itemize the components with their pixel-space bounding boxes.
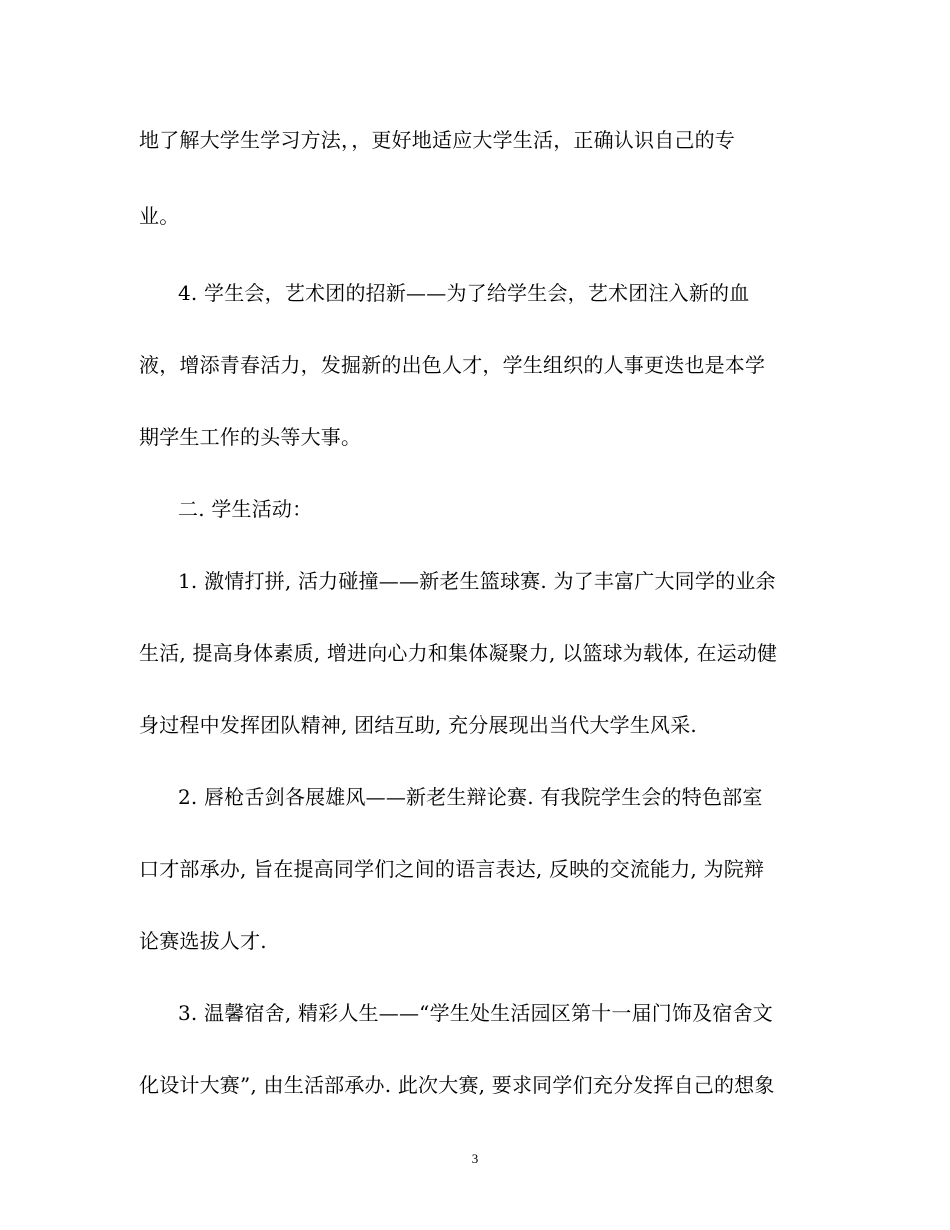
text-line: 1. 激情打拼, 活力碰撞——新老生篮球赛. 为了丰富广大同学的业余 [178,569,776,593]
text-line: 2. 唇枪舌剑各展雄风——新老生辩论赛. 有我院学生会的特色部室 [178,785,763,809]
text-line: 化设计大赛”, 由生活部承办. 此次大赛, 要求同学们充分发挥自己的想象 [139,1073,775,1097]
text-line: 液，增添青春活力，发掘新的出色人才，学生组织的人事更迭也是本学 [139,353,766,377]
text-line: 3. 温馨宿舍, 精彩人生——“学生处生活园区第十一届门饰及宿舍文 [178,1001,773,1025]
text-line: 业。 [139,204,180,228]
section-heading: 二. 学生活动： [178,497,313,521]
text-line: 口才部承办, 旨在提高同学们之间的语言表达, 反映的交流能力, 为院辩 [139,857,765,881]
page-number: 3 [471,1151,479,1166]
text-line: 地了解大学生学习方法，，更好地适应大学生活，正确认识自己的专 [139,128,735,152]
text-line: 生活, 提高身体素质, 增进向心力和集体凝聚力, 以篮球为载体, 在运动健 [139,641,778,665]
text-line: 4. 学生会，艺术团的招新——为了给学生会，艺术团注入新的血 [178,281,750,305]
text-line: 期学生工作的头等大事。 [139,425,362,449]
text-line: 论赛选拔人才. [139,929,267,953]
text-line: 身过程中发挥团队精神, 团结互助, 充分展现出当代大学生风采. [139,713,697,737]
